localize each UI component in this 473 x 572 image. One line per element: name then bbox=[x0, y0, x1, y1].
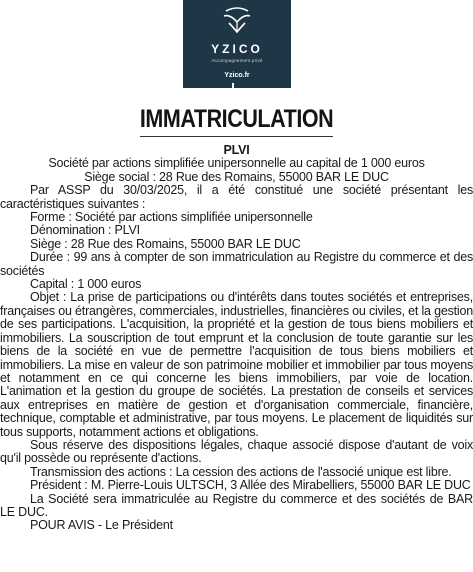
notice-paragraph: Durée : 99 ans à compter de son immatriculation au Registre du commerce et des sociétés bbox=[0, 250, 473, 278]
notice-paragraph: Transmission des actions : La cession des actions de l'associé unique est libre. bbox=[30, 464, 452, 479]
company-form-capital: Société par actions simplifiée unipersonnelle au capital de 1 000 euros bbox=[48, 156, 425, 171]
title-divider bbox=[140, 136, 333, 137]
yzico-emblem-icon bbox=[220, 5, 254, 35]
notice-paragraph: Sous réserve des dispositions légales, chaque associé dispose d'autant de voix qu'il possède ou représente d'actions. bbox=[0, 437, 473, 466]
notice-paragraph: Capital : 1 000 euros bbox=[30, 277, 142, 292]
company-head-office: Siège social : 28 Rue des Romains, 55000 BAR LE DUC bbox=[84, 169, 389, 184]
notice-paragraph: Forme : Société par actions simplifiée unipersonnelle bbox=[30, 210, 313, 225]
notice-paragraph: Président : M. Pierre-Louis ULTSCH, 3 Allée des Mirabelliers, 55000 BAR LE DUC bbox=[30, 478, 471, 493]
notice-paragraph: Siège : 28 Rue des Romains, 55000 BAR LE DUC bbox=[30, 236, 301, 251]
logo-tagline: Accompagnement privé bbox=[211, 58, 263, 63]
notice-paragraph: Dénomination : PLVI bbox=[30, 223, 140, 238]
yzico-logo bbox=[183, 0, 291, 88]
notice-paragraph: La Société sera immatriculée au Registre du commerce et des sociétés de BAR LE DUC. bbox=[0, 491, 473, 519]
notice-body bbox=[0, 144, 473, 533]
company-name: PLVI bbox=[223, 143, 250, 157]
notice-paragraph: Par ASSP du 30/03/2025, il a été constitué une société présentant les caractéristiques suivantes : bbox=[0, 183, 473, 211]
logo-url: Yzico.fr bbox=[224, 72, 250, 79]
page-title: IMMATRICULATION bbox=[139, 105, 334, 133]
logo-brand: YZICO bbox=[211, 42, 263, 56]
notice-paragraph: Objet : La prise de participations ou d'intérêts dans toutes sociétés et entreprises, françaises ou étrangères, commerciales, industrielles, financières ou civiles, et la gestion de ses participations. L'acquisition, la propriété et la gestion de tous biens mobiliers et immobiliers. La souscription de tout emprunt et la conclusion de toute garantie sur les biens de la société en vue de permettre l'acquisition de tous biens mobiliers et immobiliers. La mise en valeur de son patrimoine mobilier et immobilier par tous moyens et notamment en ce qui concerne les biens immobiliers, par voie de location. L'animation et la gestion du groupe de sociétés. La prestation de conseils et services aux entreprises en matière de gestion et d'organisation commerciale, financière, technique, comptable et administrative, par tous moyens. Le placement de liquidités sur tous supports, notamment actions et obligations. bbox=[0, 290, 473, 439]
notice-signature: POUR AVIS - Le Président bbox=[30, 518, 173, 533]
logo-divider bbox=[232, 83, 234, 88]
